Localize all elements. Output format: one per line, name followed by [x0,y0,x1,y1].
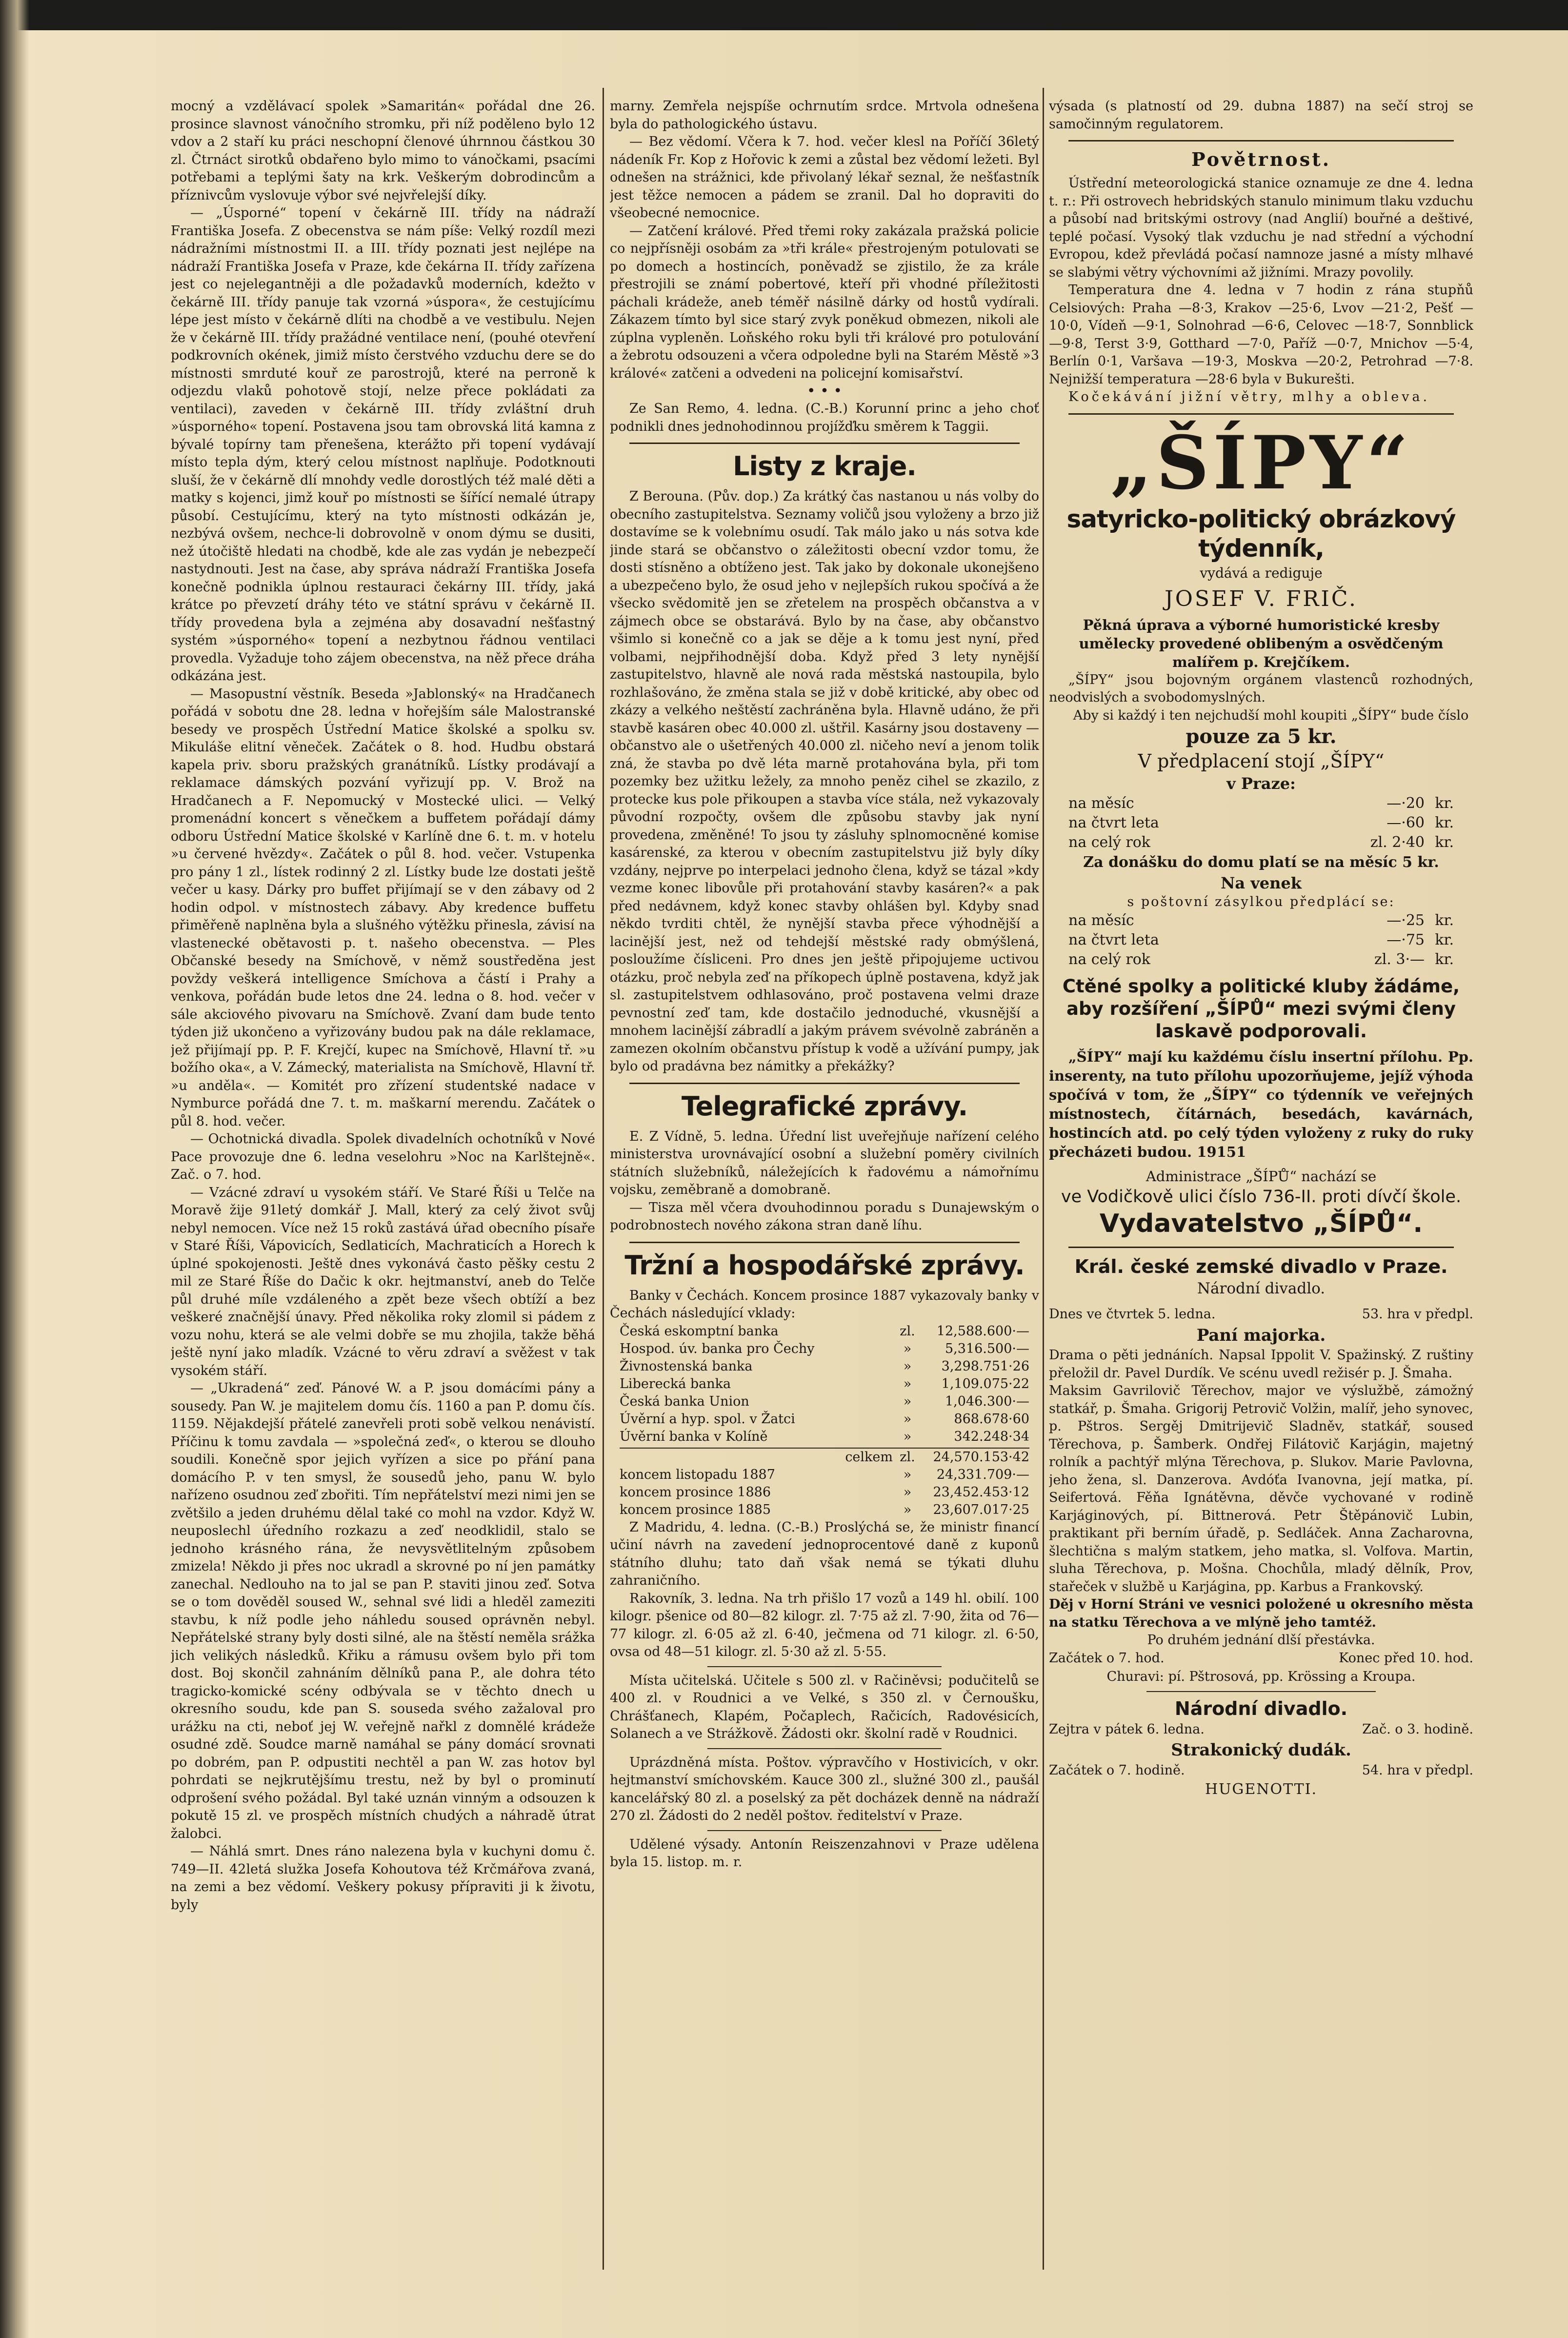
bank-name: Úvěrní a hyp. spol. v Žatci [620,1411,795,1427]
column-rule [603,88,604,2270]
play-times-row-2 [1049,1761,1473,1780]
next-play-title: HUGENOTTI. [1205,1781,1318,1798]
article-rakovnik: Rakovník, 3. ledna. Na trh přišlo 17 vozů a 149 hl. obilí. 100 kilogr. pšenice od 80—82 kilogr. zl. 7·75 až zl. 7·90, žita od 76—77 kilogr. zl. 6·05 až zl. 6·40, ječmena od 71 kilogr. zl. 6·50, ovsa od 48—51 kilogr. zl. 5·30 až zl. 5·55. [610,1591,1039,1659]
performance-date-row [1049,1305,1473,1324]
bank-amount: 868.678·60 [954,1411,1029,1427]
article-masopustni-vestnik: — Masopustní věstník. Beseda »Jablonský« na Hradčanech pořádá v sobotu dne 28. ledna v hořejším sále Malostranské besedy ve prospěch Ústřední Matice školské a spolku sv. Mikuláše elitní věneček. Začátek o 8. hod. Hudbu obstará kapela priv. sboru pražských granátníků. Lístky prodávají a reklamace dámských pozvání vyřizují pp. V. Brož na Hradčanech a F. Nepomucký v Mostecké ulici. — Velký promenádní koncert s věnečkem a buffetem pořádají dámy odboru Ústřední Matice školské v Karlíně dne 6. t. m. v hotelu »u červené hvězdy«. Začátek o půl 8. hod. večer. Vstupenka pro pány 1 zl., lístek rodinný 2 zl. Lístky bude lze dostati ještě večer u kasy. Dárky pro buffet přijímají se v den zábavy od 2 hodin odpol. v místnostech zábavy. Aby kredence buffetu přiměřeně naplněna byla a slušného výtěžku přinesla, závisí na vlastenecké obětavosti p. t. našeho obecenstva. — Ples Občanské besedy na Smíchově, v němž soustředěna jest povždy veškerá intelligence Smíchova a částí i Prahy a venkova, pořádán bude letos dne 24. ledna o 8. hod. večer v sále akciového pivovaru na Smíchově. Zvaní dam bude tento týden již ukončeno a vyřizovány budou pak na dále reklamace, jež přijímají pp. P. F. Krejčí, kupec na Smíchově, Hlavní tř. »u božího oka«, a V. Zámecký, materialista na Smíchově, Hlavní tř. »u anděla«. — Komitét pro zřízení studentské nadace v Nymburce pořádá dne 7. t. m. maškarní merendu. Začátek o půl 8. hod. večer. [171,686,595,1129]
column-3 [1049,98,1473,1799]
bank-unit: » [903,1484,912,1500]
article-z-madridu: Z Madridu, 4. ledna. (C.-B.) Proslýchá se, že ministr financí učiní návrh na zavedení jednoprocentové daně z kuponů státního dluhu; tato daň však nemá se týkati dluhu zahraničního. [610,1519,1039,1588]
divider [629,1242,1020,1243]
price-table-praha [1049,794,1473,852]
sipy-admin-address-2: ve Vodičkově ulici číslo 736-II. proti dívčí škole. [1061,1187,1462,1207]
sipy-editor-label: vydává a rediguje [1200,564,1323,581]
scan-border-top [0,0,1568,30]
bank-row [620,1466,1029,1484]
section-heading-telegraficke-zpravy: Telegrafické zprávy. [681,1090,968,1122]
bank-name: koncem prosince 1886 [620,1484,771,1500]
bank-name: Hospod. úv. banka pro Čechy [620,1341,815,1356]
bank-name: koncem listopadu 1887 [620,1467,775,1482]
article-temperatura: Temperatura dne 4. ledna v 7 hodin z rána stupňů Celsiových: Praha —8·3, Krakov —25·6, Lvov —21·2, Pešť —10·0, Vídeň —9·1, Solnohrad —6·6, Celovec —18·7, Sonnblick —9·8, Terst 3·9, Gotthard —7·0, Paříž —0·7, Mnichov —5·4, Berlín 0·1, Varšava —19·3, Moskva —20·2, Petrohrad —7·8. Nejnižší temperatura —28·6 byla v Bukurešti. [1049,282,1473,387]
performance-date-row-2 [1049,1720,1473,1739]
divider [1146,1691,1376,1692]
bank-amount: 23,452.453·12 [933,1484,1029,1500]
bank-row [620,1358,1029,1375]
bank-name: Česká eskomptní banka [620,1323,779,1339]
bank-row [620,1501,1029,1519]
section-heading-listy-z-kraje: Listy z kraje. [733,451,916,482]
play-end: Konec před 10. hod. [1339,1651,1473,1666]
article-san-remo: Ze San Remo, 4. ledna. (C.-B.) Korunní princ a jeho choť podnikli dnes jednohodinnou projížďku směrem k Taggii. [610,401,1039,434]
scan-binding-shadow [0,0,29,2338]
sipy-praha-heading: v Praze: [1226,774,1296,793]
column-rule [1043,88,1044,2270]
bank-unit: » [903,1358,912,1374]
theatre-heading: Král. české zemské divadlo v Praze. [1074,1256,1448,1277]
price-currency: kr. [1435,912,1454,929]
article-z-berouna: Z Berouna. (Pův. dop.) Za krátký čas nastanou u nás volby do obecního zastupitelstva. Seznamy voličů jsou vyloženy a brzo již dostavíme se k volebnímu osudí. Tak málo jako u nás sotva kde jinde stará se občanstvo o záležitosti obecní vzdor tomu, že dosti stísněno a obtíženo jest. Tak jako by dokonale ukonejšeno a ubezpečeno bylo, že osud jeho v nejlepších rukou spočívá a že všecko svědomitě jen se zřetelem na prospěch občanstva a v zájmech obce se obstarává. Bylo by na čase, aby občanstvo všimlo si konečně co a jak se děje a k tomu jest nyní, před volbami, nejpřihodnější doba. Když před 3 lety nynější zastupitelstvo, hlavně ale nová rada městská nastoupila, bylo rozhlašováno, že změna stala se již v době kritické, aby obec od zkázy a velkého neštěstí zachráněna byla. Hlavně udáno, že při stavbě kasáren obec 40.000 zl. uštřil. Kasárny jsou dostaveny — občanstvo ale o ušetřených 40.000 zl. ničeho neví a jenom tolik zná, že stavba po dvě léta marně protahována byla, při tom pozemky bez užitku ležely, za mnoho peněz cihel se zkazilo, z protecke kus pole přikoupen a stavba více stála, než vykazovaly původní rozpočty, ovšem dle způsobu stavby jak nyní provedena, změněné! To jsou ty zásluhy splnomocněné komise kasárenské, za kterou v obecním zastupitelstvu již byly díky vzdány, nejprve po interpelaci jednoho člena, když se tázal »kdy vezme konec libovůle při protahování stavby kasáren?« a pak před nedávnem, když konec stavby ohlášen byl. Kdyby snad někdo tvrditi chtěl, že nynější stavba přece výhodnější a lacinější jest, než od tehdejší městské rady obmýšlená, posloužíme čísliceni. Pro dnes jen ještě připojujeme uctivou otázku, proč nebyla zeď na příkopech úplně postavena, když jak sl. zastupitelstvem odhlasováno, proč postavena velmi draze pevnostní zeď tam, kde dostačilo jednoduché, vkusnější a mnohem lacinější zábradlí a jakým právem svévolně zabráněn a zamezen okolním občanstvu přístup k vodě a užívání pumpy, jak bylo od pradávna bez námitky a překážky? [610,489,1039,1074]
bank-amount: 5,316.500·— [945,1341,1029,1356]
article-udelene-vysady: Udělené výsady. Antonín Reiszenzahnovi v Praze udělena byla 15. listop. m. r. [610,1836,1039,1870]
article-continuation: marny. Zemřela nejspíše ochrnutím srdce. Mrtvola odnešena byla do pathologického ústavu. [610,99,1039,132]
bank-amount: 23,607.017·25 [933,1502,1029,1517]
bank-row [620,1448,1029,1466]
theatre-listings [1049,1255,1473,1799]
sipy-price: pouze za 5 kr. [1186,725,1337,748]
sipy-advertisement [1049,422,1473,1240]
article-ocekavani: Kočekávání jižní větry, mlhy a oblevа. [1068,389,1430,404]
bank-unit: » [903,1467,912,1482]
sipy-publisher: Vydavatelstvo „ŠÍPŮ“. [1099,1209,1423,1238]
article-vysady-continuation: výsada (s platností od 29. dubna 1887) na sečí stroj se samočinným regulatorem. [1049,99,1473,132]
play-start: Začátek o 7. hod. [1049,1651,1165,1666]
price-amount: —·25 [1387,912,1425,929]
theatre-heading-2: Národní divadlo. [1174,1698,1348,1719]
sipy-price-intro: Aby si každý i ten nejchudší mohl koupiti „ŠÍPY“ bude číslo [1073,707,1469,723]
price-amount: —·75 [1387,931,1425,948]
price-amount: zl. 2·40 [1370,834,1425,851]
play-setting: Děj v Horní Stráni ve vesnici položené u okresního města na statku Těrechova a ve mlýně jeho tamtéž. [1049,1597,1473,1630]
sipy-clubs-appeal: Ctěné spolky a politické kluby žádáme, aby rozšíření „ŠÍPŮ“ mezi svými členy laskavě podporovali. [1062,976,1460,1042]
bank-row [620,1375,1029,1393]
price-amount: —·60 [1387,814,1425,831]
price-period: na čtvrt leta [1068,814,1159,831]
sipy-subtitle: satyricko-politický obrázkový týdenník, [1066,504,1456,563]
price-currency: kr. [1435,931,1454,948]
bank-row [620,1393,1029,1411]
article-usporne-topeni: — „Úsporné“ topení v čekárně III. třídy na nádraží Františka Josefa. Z obecenstva se nám píše: Velký rozdíl mezi nádražními místnostmi II. a III. třídy poznati jest nejlépe na nádraží Františka Josefa v Praze, kde čekárna II. třídy zařízena jest co nejelegantněji a dle požadavků moderních, kdežto v čekárně III. třídy panuje tak vzorná »úspora«, že cestujícímu lépe jest místo v čekárně dlíti na chodbě a ve vestibulu. Nejen že v čekárně III. třídy pražádné ventilace není, (pouhé otevření podkrovních okének, jimiž místo čerstvého vzduchu dere se do místnosti smrduté kouř ze parostrojů, které na perroně k odjezdu vlaků pohotově stojí, nelze přece pokládati za ventilaci), zaveden v čekárně III. třídy zvláštní druh »úsporného« topení. Postavena jsou tam obrovská litá kamna z bývalé topírny tam přenešena, kterážto při topení vydávají místo tepla dým, který celou místnost naplňuje. Podotknouti sluší, že v čekárně dlí mnohdy vedle dorostlých též malé děti a matky s kojenci, jimž kouř po místnosti se šířící nemalé útrapy působí. Cestujícímu, který na tyto místnosti odkázán je, nezbývá ovšem, nechce-li dobrovolně v onom dýmu se dusiti, než útočiště hledati na chodbě, kde ale zas vydán je nebezpečí nastydnouti. Jest na čase, aby správa nádraží Františka Josefa konečně podnikla úplnou restauraci čekárny III. třídy, jaká krátce po převzetí dráhy této ve státní správu v čekárně II. třídy provedena byla a zejména aby dosavadní nešťastný systém »úsporného« topení a nezbytnou řádnou ventilaci provedla. Vyžaduje toho zájem obecenstva, na něž přece dráha odkázána jest. [171,205,595,684]
play-title-2: Strakonický dudák. [1171,1740,1351,1760]
article-tisza: — Tisza měl včera dvouhodinnou poradu s Dunajewským o podrobnostech nového zákona stran daně líhu. [610,1200,1039,1233]
article-vzacne-zdravi: — Vzácné zdraví u vysokém stáří. Ve Staré Říši u Telče na Moravě žije 91letý domkář J. Mall, který za celý život svůj nebyl nemocen. Více než 15 roků zastává úřad obecního písaře v Staré Říši, Vápovicích, Sedlaticích, Machraticích a Horech k úplné spokojenosti. Ještě dnes vykonává často pěšky cestu 2 mil ze Staré Říše do Dačic k okr. hejtmanství, aneb do Telče půl druhé míle vzdáleného a zpět beze všech obtíží a bez veškeré značnější únavy. Před několika roky zlomil si pádem z vozu nohu, která se ale velmi dobře se mu zhojila, takže běhá ještě nyní jako mladík. Vzácné to věru zdraví a svěžest v tak vysokém stáří. [171,1185,595,1378]
price-currency: kr. [1435,951,1454,968]
sipy-insert-note: „ŠÍPY“ mají ku každému číslu insertní přílohu. Pp. inserenty, na tuto přílohu upozorňujeme, jejíž výhoda spočívá v tom, že „ŠÍPY“ co týdenník ve veřejných místnostech, čítárnách, besedách, kavárnách, hostincích atd. po celý týden vyloženy z ruky do ruky přecházeti budou. 19151 [1049,1048,1473,1160]
play-times-row [1049,1649,1473,1668]
bank-amount: 12,588.600·— [936,1323,1029,1339]
article-uprazdnena-mista: Uprázdněná místa. Poštov. výpravčího v Hostivicích, v okr. hejtmanství smíchovském. Kauce 300 zl., služné 300 zl., paušál kancelářský 80 zl. a poselský za pět docházek denně na nádraží 270 zl. Žádosti do 2 neděl poštov. ředitelství v Praze. [610,1754,1039,1823]
price-currency: kr. [1435,795,1454,812]
play-title: Paní majorka. [1196,1326,1326,1345]
sipy-venek-heading: Na venek [1221,874,1302,892]
article-nahla-smrt: — Náhlá smrt. Dnes ráno nalezena byla v kuchyni domu č. 749—II. 42letá služka Josefa Kohoutova též Krčmářova zvaná, na zemi a bez vědomí. Veškery pokusy přípraviti ji k životu, byly [171,1844,595,1913]
divider [629,443,1020,444]
bank-name: celkem [845,1449,893,1465]
article-mista-ucitelska: Místa učitelská. Učitele s 500 zl. v Račiněvsi; podučitelů se 400 zl. v Roudnici a ve Velké, s 350 zl. v Černoušku, Chrášťanech, Klapém, Počaplech, Račicích, Radovésicích, Solanech a ve Strážkově. Žádosti okr. školní radě v Roudnici. [610,1673,1039,1741]
price-row [1049,794,1473,813]
divider [707,1748,942,1749]
price-currency: kr. [1435,814,1454,831]
price-period: na celý rok [1068,951,1150,968]
column-1 [171,98,595,1914]
bank-name: Úvěrní banka v Kolíně [620,1429,768,1444]
article-banky-v-cechach: Banky v Čechách. Koncem prosince 1887 vykazovaly banky v Čechách následující vklady: [610,1288,1039,1321]
bank-unit: » [903,1429,912,1444]
price-amount: —·20 [1387,795,1425,812]
article-ukradena-zed: — „Ukradená“ zeď. Pánové W. a P. jsou domácími pány a sousedy. Pan W. je majitelem domu čís. 1160 a pan P. domu čís. 1159. Nějakdejší přátelé zanevřeli proti sobě velkou nenávistí. Příčinu k tomu zavdala — »společná zeď«, o kterou se dlouho soudili. Konečně spor jejich vyřízen a sice po přání pana domácího P. v ten smysl, že sousedů jeho, panu W. bylo nařízeno osudnou zeď zbořiti. Tím nepřátelství mezi nimi jen se zvětšilo a jeden druhému dělal také co mohl na vzdor. Když W. neuposlechl úředního rozkazu a zeď neodklidil, stalo se jednoho krásného rána, že nevysvětlitelným způsobem zmizela! Někdo ji přes noc ukradl a skrovné po ní jen památky zanechal. Nedlouho na to jal se pan P. staviti jinou zeď. Sotva se o tom dověděl soused W., sehnal své lidi a hleděl zameziti stavbu, k níž podle jeho náhledu soused oprávněn nebyl. Nepřátelské strany byly dosti silné, ale na štěstí neměla srážka jich velikých následků. Křiku a rámusu ovšem bylo při tom dost. Boj skončil zahnáním dělníků pana P., ale dohra této tragicko-komické scény odbývala se v těchto dnech u okresního soudu, kde pan S. souseda svého zažaloval pro urážku na cti, neboť jej W. veřejně nařkl z domnělé krádeže osudné zdě. Soudce marně namáhal se pány domácí srovnati po dobrém, pan P. odpustiti nechtěl a pan W. zas hotov byl pohrdati se nejkrutějšímu trestu, než by byl o prominutí odprošení svého požádal. Byl také uznán vinným a odsouzen k pokutě 15 zl. ve prospěch místních chudých a náhradě útrat žalobci. [171,1381,595,1841]
divider [1068,1247,1454,1248]
price-row [1049,950,1473,969]
price-period: na čtvrt leta [1068,931,1159,948]
price-row [1049,911,1473,930]
theatre-subheading: Národní divadlo. [1197,1280,1326,1297]
performance-number-2: 54. hra v předpl. [1362,1763,1473,1778]
price-row [1049,813,1473,833]
divider [707,1830,942,1831]
bank-name: Liberecká banka [620,1376,731,1391]
play-cast: Maksim Gavrilovič Těrechov, major ve výslužbě, zámožný statkář, p. Šmaha. Grigorij Petrovič Volžin, malíř, jeho synovec, p. Pštros. Sergěj Dmitrijevič Sladněv, statkář, soused Těrechova, p. Šamberk. Ondřej Filátovič Karjágin, majetný rolník a pachtýř mlýna Těrechova, p. Slukov. Marie Pavlovna, jeho žena, sl. Danzerova. Avdóťa Ivanovna, její matka, pí. Seifertová. Fěňa Ignátěvna, děvče vychované v rodině Karjáginových, pí. Bittnerová. Petr Štěpánovič Lubin, praktikant při berním úřadě, p. Sedláček. Anna Zacharovna, šlechtična s malým statkem, jeho matka, sl. Volfova. Martin, sluha Těrechova, p. Mošna. Chochůla, mladý dělník, Prov, stařeček v službě u Karjágina, pp. Karbus a Frankovský. [1049,1383,1473,1594]
section-heading-povetrnost: Povětrnost. [1191,148,1331,170]
sipy-admin-address-1: Administrace „ŠÍPŮ“ nachází se [1146,1168,1377,1185]
price-table-venek [1049,911,1473,969]
divider [629,1083,1020,1084]
price-period: na měsíc [1068,795,1134,812]
article-povetrnost: Ústřední meteorologická stanice oznamuje ze dne 4. ledna t. r.: Při ostrovech hebridských stanulo minimum tlaku vzduchu a působí nad britskými ostrovy (nad Anglií) bouřné a deštivé, teplé počasí. Vysoký tlak vzduchu je nad střední a východní Evropou, kdež převládá počasí namnoze jasné a místy mlhavé se slabými větry výchovními až jižními. Mrazy povolily. [1049,176,1473,280]
divider [707,1666,942,1667]
price-amount: zl. 3·— [1374,951,1425,968]
sipy-subscription-heading: V předplacení stojí „ŠÍPY“ [1138,750,1385,772]
bank-name: Česká banka Union [620,1393,749,1409]
article-zatceni-kralove: — Zatčení králové. Před třemi roky zakázala pražská policie co nejpřísněji osobám za »tři krále« přestrojeným potulovati se po domech a hostincích, poněvadž se zjistilo, že za krále přestrojili se známí pobertové, kteří při vhodné příležitosti páchali krádeže, aneb téměř násilně dárky od hostů vydírali. Zákazem tímto byl sice starý zvyk poněkud obmezen, nikoli ale zúplna vypleněn. Loňského roku byli tři králové pro potulování a žebrotu odsouzeni a včera odpoledne byli na Starém Městě »3 králové« zatčeni a odvedeni na policejní komisařství. [610,223,1039,381]
bank-amount: 342.248·34 [954,1429,1029,1444]
bank-amount: 24,570.153·42 [933,1449,1029,1465]
play-intermission: Po druhém jednání dlší přestávka. [1147,1633,1375,1648]
bank-unit: » [903,1341,912,1356]
bank-row [620,1340,1029,1358]
bank-unit: » [903,1376,912,1391]
bank-unit: » [903,1393,912,1409]
bank-amount: 1,046.300·— [945,1393,1029,1409]
bank-name: koncem prosince 1885 [620,1502,771,1517]
bank-unit: zl. [900,1449,915,1465]
article-samaritan: mocný a vzdělávací spolek »Samaritán« pořádal dne 26. prosince slavnost vánočního stromku, při níž poděleno bylo 12 vdov a 2 staří ku práci neschopní členové úhrnnou částkou 30 zl. Čtrnáct sirotků obdařeno bylo mimo to vánočkami, psacími potřebami a teplými šaty na krk. Veškerým dobrodincům a příznivcům vyslovuje výbor své nejvřelejší díky. [171,99,595,203]
price-row [1049,930,1473,950]
bank-deposits-table [610,1323,1039,1519]
article-ochotnicka-divadla: — Ochotnická divadla. Spolek divadelních ochotníků v Nové Pace provozuje dne 6. ledna veselohru »Noc na Karlštejně«. Zač. o 7. hod. [171,1131,595,1182]
sipy-masthead: „ŠÍPY“ [1110,420,1412,506]
divider [1068,413,1454,415]
divider [1068,140,1454,141]
bank-amount: 24,331.709·— [936,1467,1029,1482]
column-2 [610,98,1039,1872]
play-indisposed: Churavi: pí. Pštrosová, pp. Krössing a Kroupa. [1106,1669,1416,1684]
sipy-organ: „ŠÍPY“ jsou bojovným orgánem vlastenců rozhodných, neodvislých a svobodomyslných. [1049,672,1473,705]
article-z-vidne: E. Z Vídně, 5. ledna. Úřední list uveřejňuje nařízení celého ministerstva urovnávající osobní a služební poměry civilních státních služebníků, náležejících k řadovému a námořnímu vojsku, zeměbraně a domobraně. [610,1129,1039,1197]
price-period: na měsíc [1068,912,1134,929]
bank-unit: » [903,1411,912,1427]
section-heading-trzni-zpravy: Tržní a hospodářské zprávy. [624,1250,1025,1281]
sipy-postal-note: s poštovní zásylkou předplácí se: [1127,894,1395,909]
performance-start-2: Zač. o 3. hodině. [1362,1722,1473,1737]
bank-row [620,1323,1029,1340]
performance-number: 53. hra v předpl. [1362,1307,1473,1322]
price-currency: kr. [1435,834,1454,851]
sipy-promo: Pěkná úprava a výborné humoristické kresby umělecky provedené oblibeným a osvědčeným malířem p. Krejčíkem. [1079,616,1444,670]
sipy-delivery-note: Za donášku do domu platí se na měsíc 5 kr. [1083,854,1439,871]
bank-row [620,1428,1029,1446]
performance-date-2: Zejtra v pátek 6. ledna. [1049,1722,1205,1737]
bank-unit: » [903,1502,912,1517]
bank-name: Živnostenská banka [620,1358,753,1374]
section-separator: • • • [806,383,843,400]
bank-row [620,1484,1029,1501]
bank-amount: 3,298.751·26 [941,1358,1029,1374]
play-description: Drama o pěti jednáních. Napsal Ippolit V. Spažinský. Z ruštiny přeložil dr. Pavel Durdík. Ve scénu uvedl režisér p. J. Šmaha. [1049,1348,1473,1381]
bank-unit: zl. [900,1323,915,1339]
bank-row [620,1411,1029,1428]
performance-date: Dnes ve čtvrtek 5. ledna. [1049,1307,1216,1322]
price-period: na celý rok [1068,834,1150,851]
article-bez-vedomi: — Bez vědomí. Včera k 7. hod. večer klesl na Poříčí 36letý nádeník Fr. Kop z Hořovic k zemi a zůstal bez vědomí ležeti. Byl odnešen na strážnici, kde přivolaný lékař seznal, že nešťastník jest těžce nemocen a pádem se zranil. Dal ho dopraviti do všeobecné nemocnice. [610,134,1039,221]
play-start-2: Začátek o 7. hodině. [1049,1763,1185,1778]
bank-amount: 1,109.075·22 [941,1376,1029,1391]
sipy-editor-name: JOSEF V. FRIČ. [1165,586,1358,611]
price-row [1049,833,1473,852]
